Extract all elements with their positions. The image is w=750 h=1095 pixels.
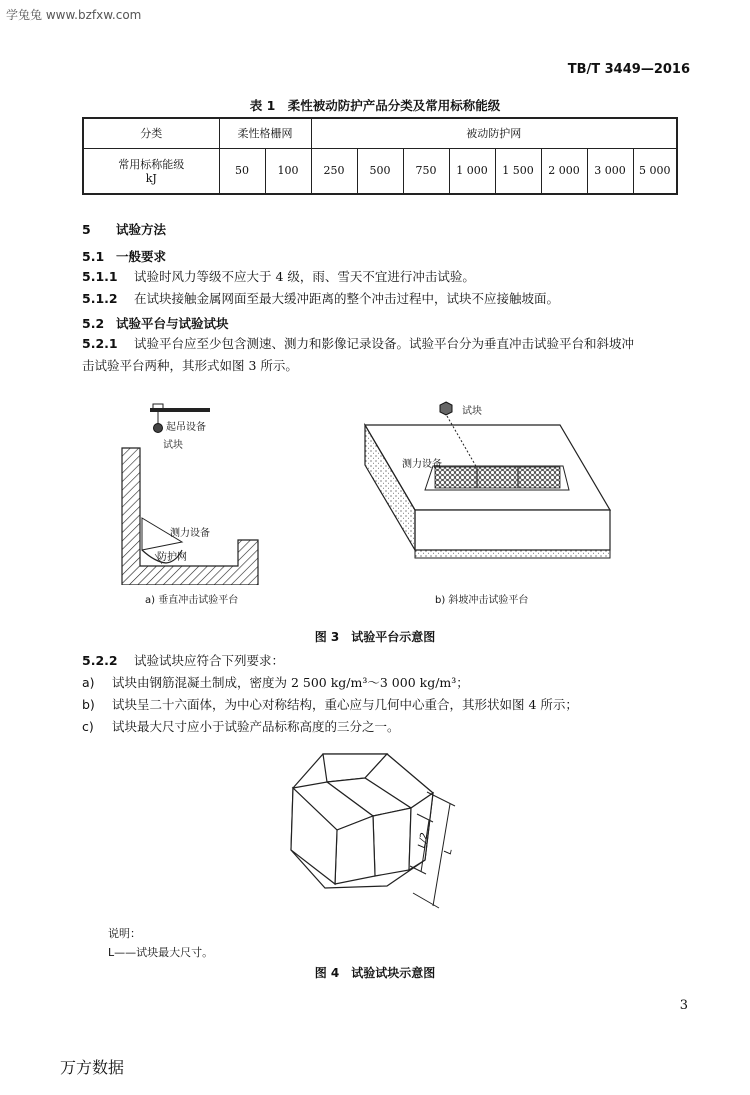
label-force-device: 测力设备 — [170, 528, 210, 539]
clause-number: 5.2.2 — [82, 653, 118, 668]
list-marker: c) — [82, 719, 94, 734]
energy-cell: 250 — [311, 148, 357, 194]
energy-cell: 3 000 — [587, 148, 633, 194]
label-force-device-b: 测力设备 — [402, 459, 442, 470]
clause-text: 试验时风力等级不应大于 4 级，雨、雪天不宜进行冲击试验。 — [134, 269, 475, 284]
list-marker: a) — [82, 675, 95, 690]
clause-number: 5.1.2 — [82, 291, 118, 306]
header-category: 分类 — [83, 118, 219, 148]
section-number: 5.1 — [82, 249, 105, 264]
header-passive-net: 被动防护网 — [311, 118, 677, 148]
figure-3b-slope-platform — [355, 400, 625, 585]
figure-3-caption: 图 3 试验平台示意图 — [314, 630, 436, 644]
page-number: 3 — [679, 998, 688, 1013]
section-title: 试验方法 — [116, 222, 167, 237]
energy-cell: 1 500 — [495, 148, 541, 194]
list-text: 试块呈二十六面体，为中心对称结构，重心应与几何中心重合，其形状如图 4 所示； — [112, 697, 578, 712]
figure-4-note-text: L——试块最大尺寸。 — [108, 946, 214, 959]
energy-cell: 5 000 — [633, 148, 677, 194]
classification-table — [82, 117, 678, 195]
energy-cell: 1 000 — [449, 148, 495, 194]
dim-ext-mid-bottom — [410, 866, 426, 874]
figure-3a-caption: a) 垂直冲击试验平台 — [145, 595, 239, 606]
figure-4-note-title: 说明： — [108, 927, 141, 940]
clause-5-2-2 — [82, 650, 284, 672]
figure-4-test-block — [285, 748, 470, 918]
label-L: L — [442, 847, 455, 856]
clause-5-1-1 — [82, 266, 475, 288]
energy-cell: 750 — [403, 148, 449, 194]
label-lifting-device: 起吊设备 — [166, 422, 206, 433]
figure-3b-caption: b) 斜坡冲击试验平台 — [435, 595, 529, 606]
section-title: 一般要求 — [116, 249, 167, 264]
section-number: 5.2 — [82, 316, 105, 331]
slope-bottom-strip — [415, 550, 610, 558]
section-number: 5 — [82, 222, 91, 237]
test-block-shape — [154, 424, 163, 433]
list-item-c — [82, 716, 400, 738]
slope-front-face — [415, 510, 610, 550]
energy-cell: 50 — [219, 148, 265, 194]
clause-text: 试验试块应符合下列要求： — [134, 653, 285, 668]
footer-source: 万方数据 — [60, 1058, 125, 1077]
label-test-block: 试块 — [163, 440, 183, 451]
test-block-shape — [440, 402, 452, 415]
list-item-a — [82, 672, 469, 694]
list-marker: b) — [82, 697, 95, 712]
table-caption: 表 1 柔性被动防护产品分类及常用标称能级 — [249, 98, 501, 113]
clause-5-1-2 — [82, 288, 559, 310]
section-title: 试验平台与试验试块 — [116, 316, 229, 331]
row-label — [83, 148, 219, 194]
watermark: 学兔兔 www.bzfxw.com — [6, 8, 142, 22]
energy-cell: 2 000 — [541, 148, 587, 194]
section-5-1-heading — [82, 247, 166, 265]
platform-frame — [122, 448, 258, 585]
list-item-b — [82, 694, 578, 716]
clause-text-line2: 击试验平台两种，其形式如图 3 所示。 — [82, 358, 298, 373]
standard-number: TB/T 3449—2016 — [567, 62, 690, 77]
section-5-2-heading — [82, 314, 229, 332]
energy-cell: 500 — [357, 148, 403, 194]
clause-number: 5.1.1 — [82, 269, 118, 284]
list-text: 试块由钢筋混凝土制成，密度为 2 500 kg/m³～3 000 kg/m³； — [112, 675, 469, 690]
list-text: 试块最大尺寸应小于试验产品标称高度的三分之一。 — [112, 719, 400, 734]
row-label-line1: 常用标称能级 — [118, 158, 185, 172]
header-flexible-net: 柔性格栅网 — [219, 118, 311, 148]
dim-line-L — [433, 804, 450, 906]
label-L-half: L/2 — [416, 831, 431, 850]
energy-cell: 100 — [265, 148, 311, 194]
label-protective-net: 防护网 — [157, 552, 187, 563]
row-label-unit: kJ — [145, 172, 157, 186]
net-mesh — [435, 467, 560, 488]
clause-5-2-1 — [82, 333, 682, 377]
clause-text-line1: 试验平台应至少包含测速、测力和影像记录设备。试验平台分为垂直冲击试验平台和斜坡冲 — [134, 336, 635, 351]
block-face — [373, 808, 411, 876]
label-test-block-b: 试块 — [462, 406, 482, 417]
clause-text: 在试块接触金属网面至最大缓冲距离的整个冲击过程中，试块不应接触坡面。 — [134, 291, 560, 306]
clause-number: 5.2.1 — [82, 336, 118, 351]
figure-4-caption: 图 4 试验试块示意图 — [314, 966, 436, 980]
section-5-heading — [82, 220, 166, 238]
